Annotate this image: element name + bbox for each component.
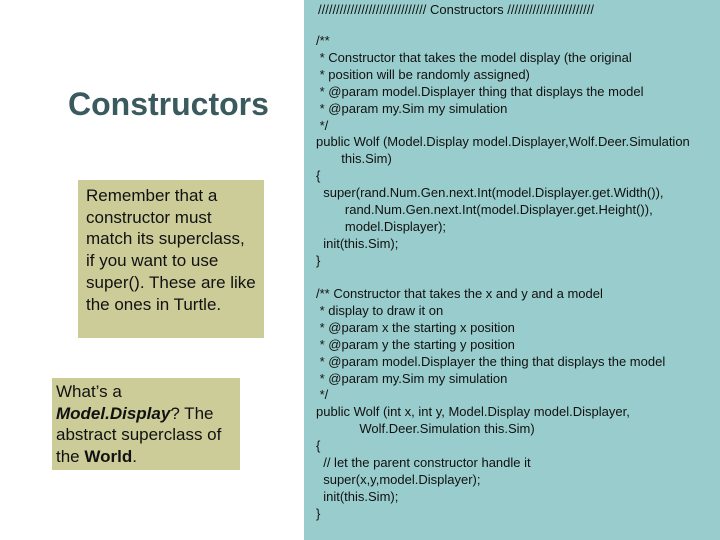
note-text-pre: What’s a (56, 382, 122, 401)
note-text-strong: World (84, 446, 133, 466)
note-text-em: Model.Display (56, 403, 171, 423)
code-block-constructor-1: /** * Constructor that takes the model display (the original * position will be randomly assigned) * @param model.Displayer thing that displays the model * @param my.Sim my simulation */ public Wolf (Model.Display model.Displayer,Wolf.Deer.Simulation this.Sim) { super(rand.Num.Gen.next.Int(model.Displayer.get.Width()), rand.Num.Gen.next.Int(model.Displayer.get.Height()), model.Displayer); init(this.Sim); } (316, 33, 690, 268)
code-block-constructor-2: /** Constructor that takes the x and y and a model * display to draw it on * @param x the starting x position * @param y the starting y position * @param model.Displayer the thing that displays the model * @param my.Sim my simulation */ public Wolf (int x, int y, Model.Display model.Displayer, Wolf.Deer.Simulation this.Sim) { // let the parent constructor handle it super(x,y,model.Displayer); init(this.Sim); } (316, 286, 666, 521)
note-text-mid: ? The abstract superclass of the (56, 403, 222, 466)
note-superclass-match: Remember that a constructor must match its superclass, if you want to use super(). These are like the ones in Turtle. (78, 180, 264, 338)
note-text-post: . (132, 446, 137, 466)
code-panel (304, 0, 720, 540)
note-model-display (52, 378, 240, 470)
slide-title: Constructors (68, 86, 269, 122)
code-header: ////////////////////////////// Constructors //////////////////////// (318, 2, 594, 17)
